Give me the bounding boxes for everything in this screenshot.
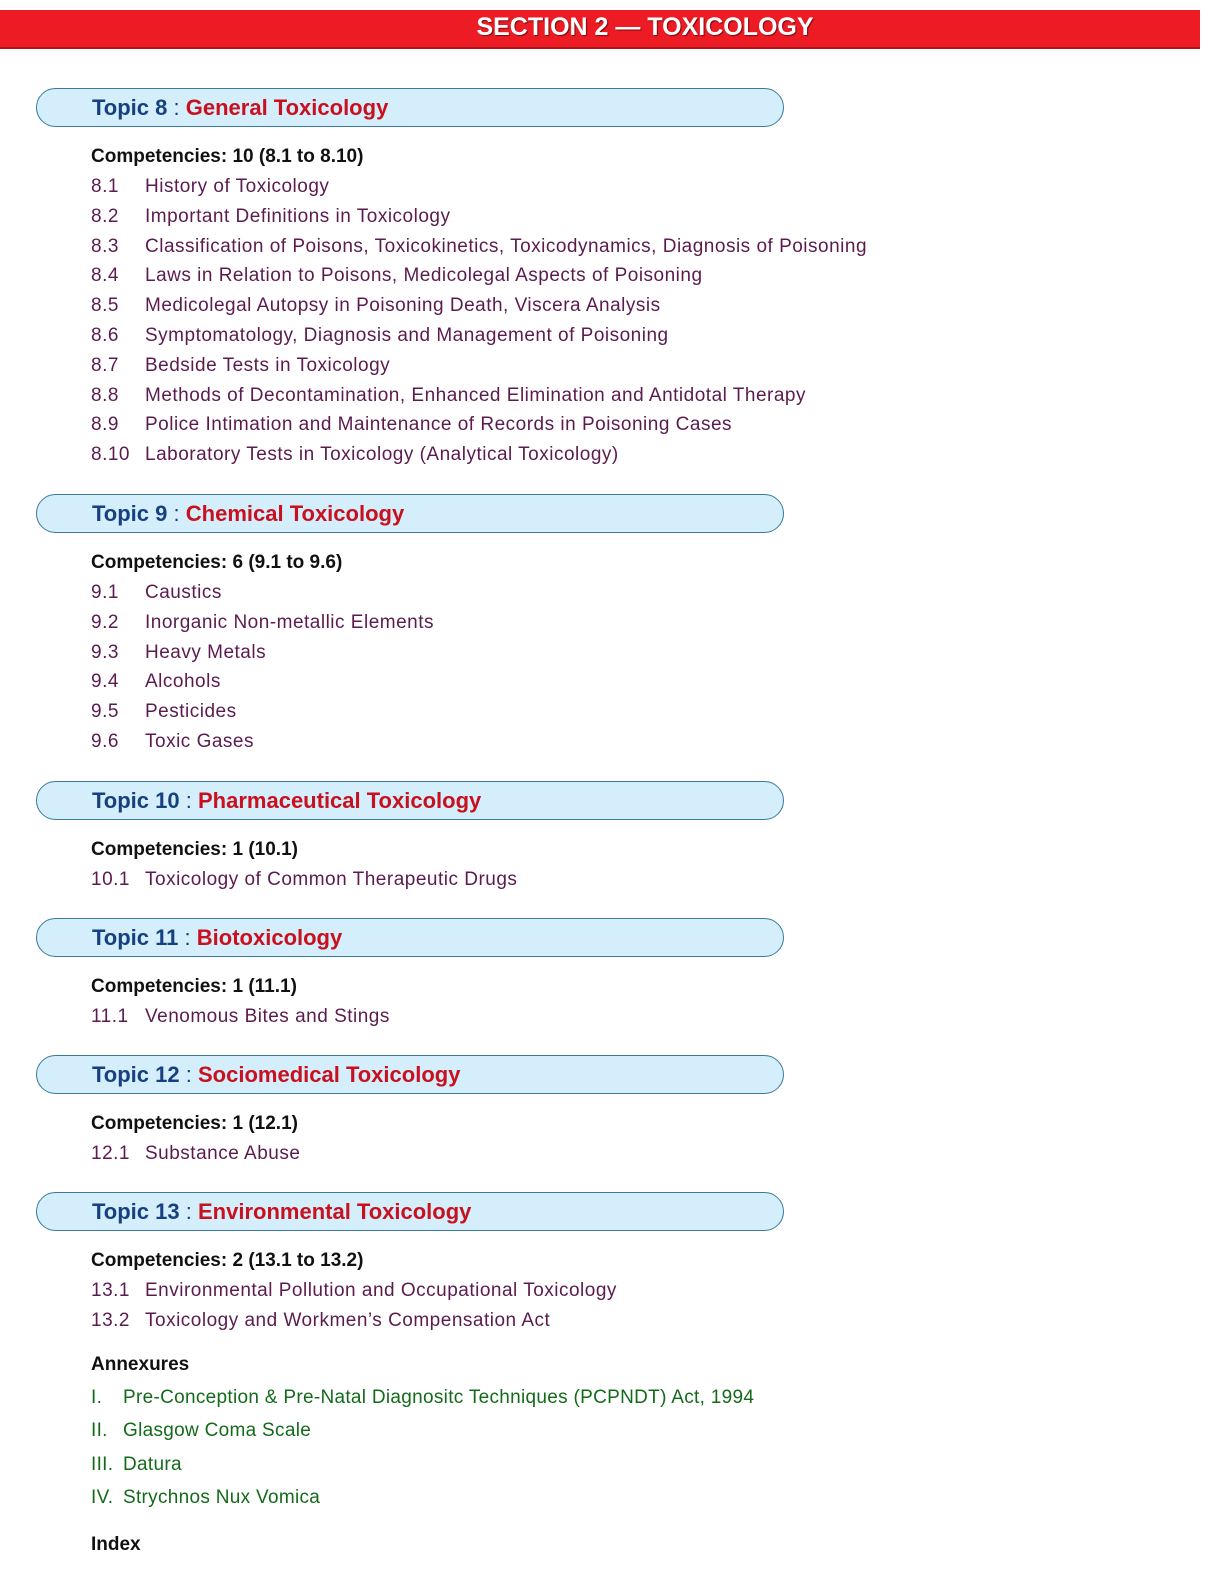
competency-item[interactable] [91, 701, 434, 731]
competency-label: Toxicology of Common Therapeutic Drugs [145, 869, 518, 890]
annexure-num: IV. [91, 1486, 114, 1508]
annexure-num: II. [91, 1420, 108, 1442]
competency-num: 8.7 [91, 354, 119, 376]
topic-number: Topic 8 [92, 95, 168, 120]
competency-item[interactable] [91, 355, 867, 385]
topic-separator: : [185, 1062, 192, 1087]
annexure-item[interactable] [91, 1420, 754, 1453]
competency-item[interactable] [91, 1310, 617, 1340]
topic-separator: : [173, 501, 180, 526]
topic-title [92, 925, 342, 951]
competencies-label: Competencies: 1 (10.1) [91, 839, 298, 860]
competency-item[interactable] [91, 385, 867, 415]
competencies-label: Competencies: 6 (9.1 to 9.6) [91, 552, 343, 573]
competency-item[interactable] [91, 176, 867, 206]
competency-label: Alcohols [145, 671, 221, 693]
competency-num: 8.4 [91, 265, 119, 287]
competency-list [91, 176, 867, 474]
competency-label: Toxic Gases [145, 730, 254, 752]
competency-label: History of Toxicology [145, 176, 330, 197]
competency-label: Pesticides [145, 701, 237, 723]
competencies-label: Competencies: 2 (13.1 to 13.2) [91, 1250, 364, 1271]
competency-item[interactable] [91, 1006, 390, 1036]
competency-label: Venomous Bites and Stings [145, 1006, 390, 1027]
competency-num: 8.6 [91, 324, 119, 346]
topic-name: Pharmaceutical Toxicology [198, 788, 482, 813]
annexure-num: III. [91, 1453, 114, 1475]
competency-num: 13.2 [91, 1309, 130, 1331]
topic-number: Topic 11 [92, 925, 179, 950]
competency-num: 8.3 [91, 235, 119, 257]
topic-header[interactable] [36, 1192, 784, 1231]
topic-name: General Toxicology [185, 95, 389, 120]
annexure-num: I. [91, 1387, 103, 1408]
annexure-label: Datura [123, 1453, 182, 1475]
competency-num: 9.3 [91, 641, 119, 663]
topic-number: Topic 9 [92, 501, 168, 526]
competency-item[interactable] [91, 414, 867, 444]
competency-num: 9.5 [91, 701, 119, 723]
competency-label: Bedside Tests in Toxicology [145, 354, 391, 376]
topic-separator: : [173, 95, 180, 120]
section-title: SECTION 2 — TOXICOLOGY [476, 13, 814, 41]
annexure-label: Strychnos Nux Vomica [123, 1486, 321, 1508]
competency-num: 11.1 [91, 1006, 129, 1027]
competency-num: 9.4 [91, 671, 119, 693]
competency-num: 9.1 [91, 582, 119, 603]
topic-header[interactable] [36, 494, 784, 533]
competency-item[interactable] [91, 206, 867, 236]
competency-label: Laws in Relation to Poisons, Medicolegal Aspects of Poisoning [145, 265, 703, 287]
competency-label: Symptomatology, Diagnosis and Management of Poisoning [145, 324, 669, 346]
topic-name: Biotoxicology [196, 925, 343, 950]
competency-list [91, 869, 517, 899]
competency-label: Heavy Metals [145, 641, 267, 663]
topic-title [92, 95, 388, 121]
competency-label: Caustics [145, 582, 222, 603]
annexure-label: Glasgow Coma Scale [123, 1420, 312, 1442]
topic-name: Sociomedical Toxicology [198, 1062, 461, 1087]
competency-num: 9.2 [91, 611, 119, 633]
topic-separator: : [185, 1199, 192, 1224]
annexure-label: Pre-Conception & Pre-Natal Diagnositc Techniques (PCPNDT) Act, 1994 [123, 1387, 755, 1408]
competency-label: Substance Abuse [145, 1143, 301, 1164]
topic-separator: : [185, 788, 192, 813]
competency-num: 8.2 [91, 205, 119, 227]
competency-item[interactable] [91, 444, 867, 474]
competency-label: Environmental Pollution and Occupational Toxicology [145, 1280, 617, 1301]
competency-item[interactable] [91, 612, 434, 642]
topic-title [92, 501, 404, 527]
competency-item[interactable] [91, 1280, 617, 1310]
section-banner [0, 10, 1200, 49]
competency-num: 12.1 [91, 1143, 130, 1164]
topic-title [92, 1199, 471, 1225]
annexures-list [91, 1387, 754, 1520]
competency-label: Laboratory Tests in Toxicology (Analytical Toxicology) [145, 444, 619, 466]
competency-num: 8.9 [91, 414, 119, 436]
competency-num: 10.1 [91, 869, 130, 890]
annexures-heading: Annexures [91, 1354, 190, 1375]
topic-number: Topic 13 [92, 1199, 180, 1224]
competency-item[interactable] [91, 265, 867, 295]
competency-label: Medicolegal Autopsy in Poisoning Death, Viscera Analysis [145, 295, 661, 317]
topic-separator: : [184, 925, 191, 950]
competency-item[interactable] [91, 1143, 300, 1173]
topic-header[interactable] [36, 781, 784, 820]
competency-item[interactable] [91, 671, 434, 701]
topic-number: Topic 10 [92, 788, 180, 813]
competency-label: Toxicology and Workmen’s Compensation Act [145, 1309, 551, 1331]
competency-num: 9.6 [91, 730, 119, 752]
competency-list [91, 1006, 390, 1036]
competency-num: 8.5 [91, 295, 119, 317]
competency-list [91, 1143, 300, 1173]
competency-num: 8.10 [91, 444, 130, 466]
competency-list [91, 1280, 617, 1340]
competency-list [91, 582, 434, 761]
annexure-item[interactable] [91, 1387, 754, 1420]
topic-name: Chemical Toxicology [185, 501, 405, 526]
topic-header[interactable] [36, 88, 784, 127]
competency-num: 13.1 [91, 1280, 130, 1301]
competency-item[interactable] [91, 731, 434, 761]
topic-header[interactable] [36, 1055, 784, 1094]
topic-header[interactable] [36, 918, 784, 957]
competency-item[interactable] [91, 325, 867, 355]
annexure-item[interactable] [91, 1487, 754, 1520]
competency-num: 8.8 [91, 384, 119, 406]
competency-label: Classification of Poisons, Toxicokinetics, Toxicodynamics, Diagnosis of Poisoning [145, 235, 868, 257]
competency-label: Inorganic Non-metallic Elements [145, 611, 435, 633]
competency-num: 8.1 [91, 176, 119, 197]
index-heading[interactable]: Index [91, 1534, 141, 1555]
competencies-label: Competencies: 10 (8.1 to 8.10) [91, 146, 364, 167]
competency-item[interactable] [91, 236, 867, 266]
competency-item[interactable] [91, 582, 434, 612]
annexure-item[interactable] [91, 1454, 754, 1487]
competency-label: Methods of Decontamination, Enhanced Elimination and Antidotal Therapy [145, 384, 806, 406]
competency-label: Important Definitions in Toxicology [145, 205, 451, 227]
topic-number: Topic 12 [92, 1062, 180, 1087]
competency-item[interactable] [91, 642, 434, 672]
topic-title [92, 1062, 460, 1088]
topic-title [92, 788, 481, 814]
competencies-label: Competencies: 1 (12.1) [91, 1113, 298, 1134]
competency-label: Police Intimation and Maintenance of Records in Poisoning Cases [145, 414, 733, 436]
competency-item[interactable] [91, 295, 867, 325]
competency-item[interactable] [91, 869, 517, 899]
topic-name: Environmental Toxicology [198, 1199, 472, 1224]
competencies-label: Competencies: 1 (11.1) [91, 976, 297, 997]
